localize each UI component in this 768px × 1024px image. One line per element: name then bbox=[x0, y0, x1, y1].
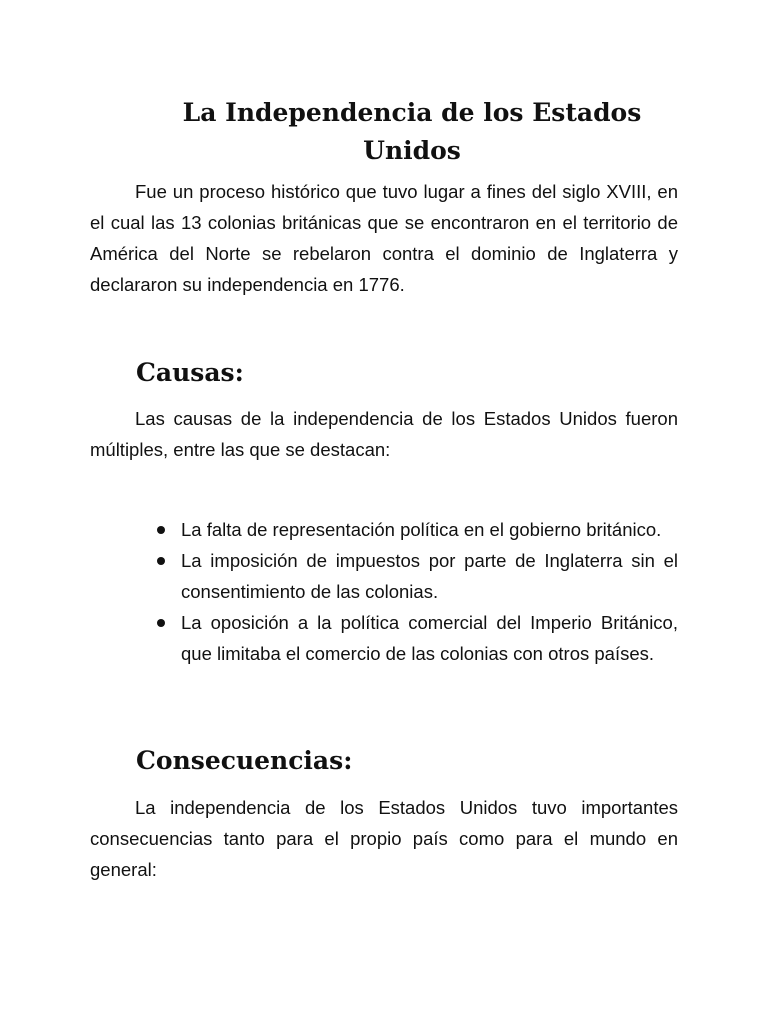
list-item-text: La imposición de impuestos por parte de Inglaterra sin el consentimiento de las colonias. bbox=[181, 550, 678, 602]
document-title-line-2: Unidos bbox=[363, 136, 461, 165]
list-item bbox=[136, 545, 678, 607]
document-title bbox=[92, 94, 732, 170]
list-item bbox=[136, 514, 678, 545]
bullet-icon bbox=[157, 526, 165, 534]
consequences-heading: Consecuencias: bbox=[136, 746, 353, 775]
list-item-text: La falta de representación política en el gobierno británico. bbox=[181, 519, 662, 540]
list-item bbox=[136, 607, 678, 669]
list-item-text: La oposición a la política comercial del Imperio Británico, que limitaba el comercio de las colonias con otros países. bbox=[181, 612, 678, 664]
document-title-line-1: La Independencia de los Estados bbox=[182, 98, 642, 127]
bullet-icon bbox=[157, 557, 165, 565]
causes-paragraph: Las causas de la independencia de los Estados Unidos fueron múltiples, entre las que se destacan: bbox=[90, 408, 678, 460]
causes-heading: Causas: bbox=[136, 358, 244, 387]
consequences-paragraph: La independencia de los Estados Unidos tuvo importantes consecuencias tanto para el propio país como para el mundo en general: bbox=[90, 797, 678, 880]
causes-list bbox=[136, 514, 678, 669]
intro-paragraph: Fue un proceso histórico que tuvo lugar a fines del siglo XVIII, en el cual las 13 colonias británicas que se encontraron en el territorio de América del Norte se rebelaron contra el dominio de Inglaterra y declararon su independencia en 1776. bbox=[90, 181, 678, 295]
bullet-icon bbox=[157, 619, 165, 627]
